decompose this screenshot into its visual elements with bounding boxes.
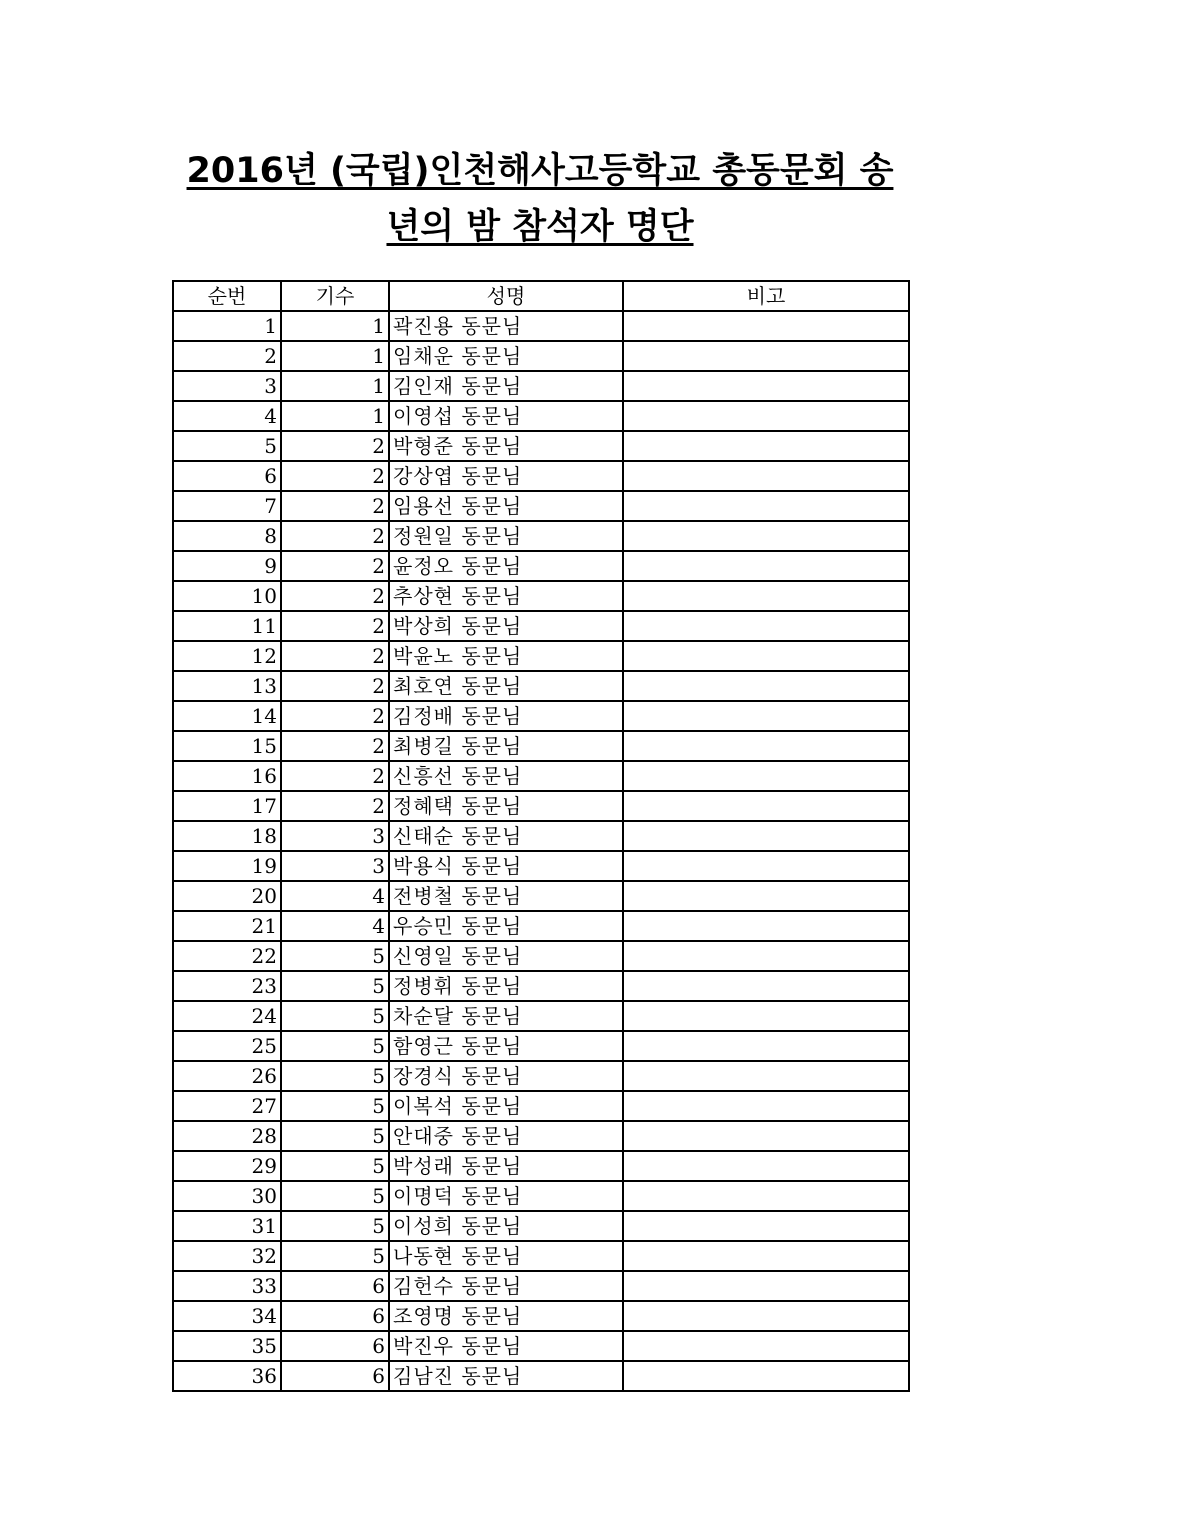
cell-number: 25 [173,1031,281,1061]
cell-number: 16 [173,761,281,791]
cell-name: 최호연 동문님 [389,671,623,701]
cell-note [623,671,909,701]
table-row [173,1211,909,1241]
cell-generation: 6 [281,1301,389,1331]
cell-name: 신흥선 동문님 [389,761,623,791]
table-row [173,491,909,521]
cell-number: 13 [173,671,281,701]
table-row [173,611,909,641]
table-row [173,941,909,971]
table-row [173,1301,909,1331]
cell-name: 정원일 동문님 [389,521,623,551]
cell-note [623,311,909,341]
table-row [173,731,909,761]
cell-name: 임용선 동문님 [389,491,623,521]
cell-number: 32 [173,1241,281,1271]
cell-note [623,1001,909,1031]
header-name: 성명 [389,281,623,311]
cell-generation: 1 [281,371,389,401]
cell-number: 6 [173,461,281,491]
cell-note [623,1121,909,1151]
cell-number: 14 [173,701,281,731]
cell-generation: 3 [281,821,389,851]
cell-generation: 2 [281,521,389,551]
cell-generation: 3 [281,851,389,881]
cell-generation: 4 [281,881,389,911]
table-row [173,671,909,701]
header-generation: 기수 [281,281,389,311]
cell-note [623,731,909,761]
cell-note [623,491,909,521]
cell-generation: 2 [281,551,389,581]
cell-generation: 5 [281,941,389,971]
cell-name: 정병휘 동문님 [389,971,623,1001]
cell-name: 강상엽 동문님 [389,461,623,491]
cell-generation: 2 [281,491,389,521]
cell-name: 우승민 동문님 [389,911,623,941]
cell-name: 이명덕 동문님 [389,1181,623,1211]
cell-generation: 2 [281,641,389,671]
table-row [173,431,909,461]
table-row [173,971,909,1001]
document-title [172,143,908,255]
table-row [173,641,909,671]
cell-note [623,611,909,641]
cell-note [623,641,909,671]
cell-name: 장경식 동문님 [389,1061,623,1091]
cell-generation: 1 [281,311,389,341]
cell-name: 박진우 동문님 [389,1331,623,1361]
table-row [173,761,909,791]
cell-note [623,1151,909,1181]
cell-name: 박용식 동문님 [389,851,623,881]
title-line-2: 년의 밤 참석자 명단 [386,207,694,247]
cell-number: 3 [173,371,281,401]
cell-number: 23 [173,971,281,1001]
cell-generation: 5 [281,1031,389,1061]
cell-number: 33 [173,1271,281,1301]
cell-note [623,1061,909,1091]
cell-generation: 1 [281,341,389,371]
cell-number: 11 [173,611,281,641]
table-row [173,1031,909,1061]
cell-number: 4 [173,401,281,431]
cell-note [623,461,909,491]
cell-note [623,551,909,581]
cell-generation: 5 [281,1241,389,1271]
cell-name: 김남진 동문님 [389,1361,623,1391]
table-row [173,911,909,941]
cell-note [623,1301,909,1331]
cell-number: 8 [173,521,281,551]
cell-number: 19 [173,851,281,881]
table-row [173,1061,909,1091]
cell-number: 26 [173,1061,281,1091]
cell-number: 9 [173,551,281,581]
table-row [173,521,909,551]
cell-name: 나동현 동문님 [389,1241,623,1271]
cell-note [623,851,909,881]
cell-number: 20 [173,881,281,911]
cell-note [623,1361,909,1391]
cell-generation: 5 [281,1151,389,1181]
cell-name: 박성래 동문님 [389,1151,623,1181]
cell-generation: 2 [281,431,389,461]
cell-name: 임채운 동문님 [389,341,623,371]
cell-name: 신영일 동문님 [389,941,623,971]
cell-note [623,521,909,551]
cell-name: 곽진용 동문님 [389,311,623,341]
cell-name: 차순달 동문님 [389,1001,623,1031]
cell-note [623,701,909,731]
cell-generation: 5 [281,1091,389,1121]
cell-number: 17 [173,791,281,821]
cell-number: 30 [173,1181,281,1211]
table-row [173,881,909,911]
cell-note [623,581,909,611]
cell-name: 안대중 동문님 [389,1121,623,1151]
cell-number: 18 [173,821,281,851]
cell-number: 36 [173,1361,281,1391]
cell-note [623,1211,909,1241]
cell-name: 최병길 동문님 [389,731,623,761]
cell-name: 윤정오 동문님 [389,551,623,581]
table-row [173,341,909,371]
cell-name: 김정배 동문님 [389,701,623,731]
header-note: 비고 [623,281,909,311]
cell-generation: 2 [281,611,389,641]
attendee-table [172,280,910,1392]
cell-note [623,821,909,851]
table-row [173,371,909,401]
table-row [173,1121,909,1151]
table-row [173,1091,909,1121]
cell-generation: 6 [281,1271,389,1301]
cell-generation: 4 [281,911,389,941]
table-row [173,851,909,881]
table-row [173,581,909,611]
cell-name: 김인재 동문님 [389,371,623,401]
cell-number: 21 [173,911,281,941]
cell-number: 24 [173,1001,281,1031]
cell-generation: 5 [281,1211,389,1241]
cell-number: 31 [173,1211,281,1241]
cell-generation: 2 [281,671,389,701]
table-row [173,401,909,431]
table-row [173,1271,909,1301]
cell-number: 27 [173,1091,281,1121]
cell-name: 이복석 동문님 [389,1091,623,1121]
cell-number: 15 [173,731,281,761]
cell-generation: 2 [281,581,389,611]
cell-name: 이성희 동문님 [389,1211,623,1241]
cell-note [623,761,909,791]
cell-name: 박상희 동문님 [389,611,623,641]
cell-number: 34 [173,1301,281,1331]
cell-generation: 5 [281,1121,389,1151]
cell-generation: 2 [281,731,389,761]
cell-note [623,1331,909,1361]
table-row [173,1151,909,1181]
cell-generation: 5 [281,1181,389,1211]
cell-number: 10 [173,581,281,611]
cell-generation: 2 [281,701,389,731]
cell-number: 28 [173,1121,281,1151]
table-row [173,311,909,341]
cell-number: 5 [173,431,281,461]
cell-name: 이영섭 동문님 [389,401,623,431]
cell-number: 7 [173,491,281,521]
cell-note [623,401,909,431]
cell-note [623,911,909,941]
cell-note [623,341,909,371]
cell-name: 조영명 동문님 [389,1301,623,1331]
table-row [173,1001,909,1031]
cell-note [623,1241,909,1271]
table-row [173,821,909,851]
cell-name: 정혜택 동문님 [389,791,623,821]
cell-note [623,1271,909,1301]
cell-note [623,431,909,461]
cell-number: 35 [173,1331,281,1361]
cell-note [623,1091,909,1121]
table-row [173,1361,909,1391]
cell-note [623,371,909,401]
cell-name: 함영근 동문님 [389,1031,623,1061]
table-row [173,461,909,491]
table-row [173,1331,909,1361]
cell-generation: 6 [281,1331,389,1361]
header-number: 순번 [173,281,281,311]
cell-number: 22 [173,941,281,971]
cell-name: 신태순 동문님 [389,821,623,851]
cell-generation: 2 [281,791,389,821]
cell-generation: 6 [281,1361,389,1391]
cell-generation: 5 [281,1001,389,1031]
cell-name: 전병철 동문님 [389,881,623,911]
cell-note [623,1181,909,1211]
cell-generation: 2 [281,761,389,791]
table-header-row [173,281,909,311]
cell-generation: 2 [281,461,389,491]
table-body [173,311,909,1391]
cell-number: 12 [173,641,281,671]
cell-note [623,881,909,911]
table-row [173,1241,909,1271]
cell-name: 박윤노 동문님 [389,641,623,671]
cell-number: 1 [173,311,281,341]
cell-number: 2 [173,341,281,371]
cell-generation: 1 [281,401,389,431]
cell-name: 박형준 동문님 [389,431,623,461]
table-row [173,1181,909,1211]
cell-number: 29 [173,1151,281,1181]
table-row [173,791,909,821]
cell-note [623,941,909,971]
table-row [173,701,909,731]
cell-generation: 5 [281,1061,389,1091]
title-line-1: 2016년 (국립)인천해사고등학교 총동문회 송 [186,151,894,191]
cell-note [623,971,909,1001]
cell-name: 김헌수 동문님 [389,1271,623,1301]
table-row [173,551,909,581]
cell-generation: 5 [281,971,389,1001]
cell-name: 추상현 동문님 [389,581,623,611]
cell-note [623,1031,909,1061]
cell-note [623,791,909,821]
